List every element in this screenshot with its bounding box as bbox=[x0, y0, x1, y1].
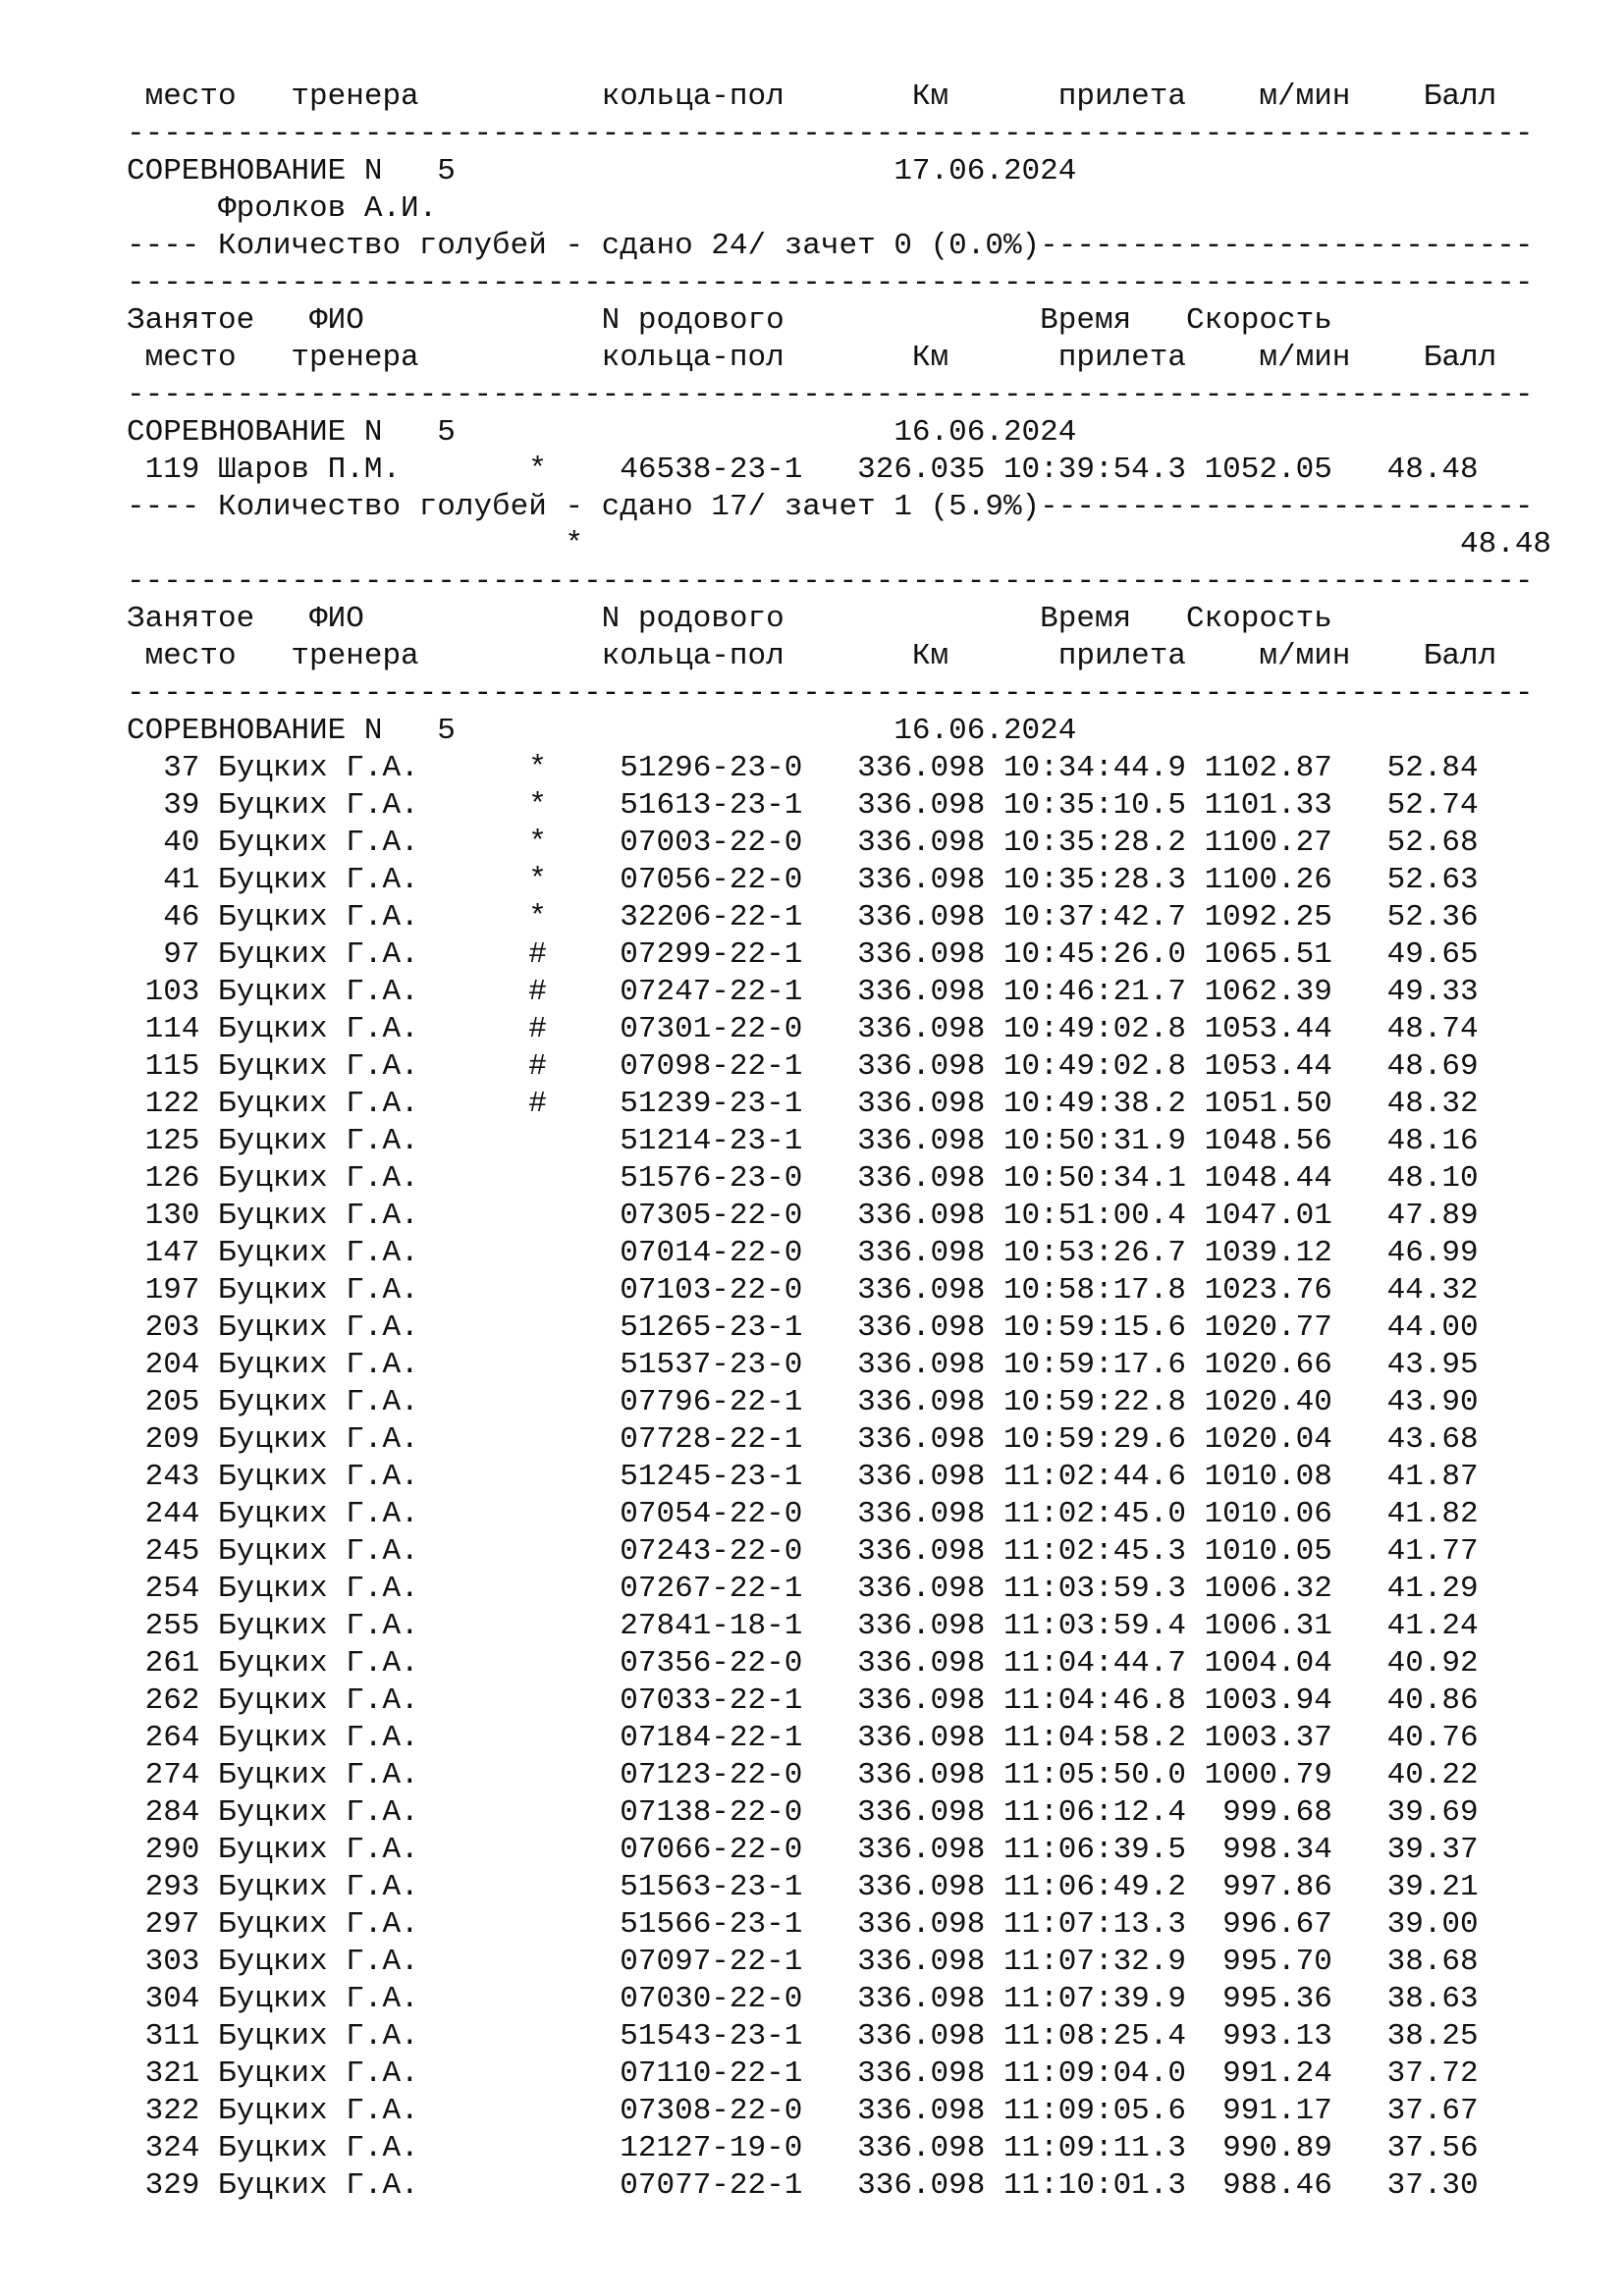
separator-line: ----------------------------------------------------------------------------- bbox=[127, 117, 1534, 151]
result-row: 147 Буцких Г.А. 07014-22-0 336.098 10:53:26.7 1039.12 46.99 bbox=[127, 1236, 1479, 1270]
count-summary-line: ---- Количество голубей - сдано 17/ зачет 1 (5.9%)--------------------------- bbox=[127, 490, 1534, 524]
column-header-line: Занятое ФИО N родового Время Скорость bbox=[127, 303, 1332, 338]
subtotal-line: * 48.48 bbox=[127, 527, 1552, 561]
result-row: 41 Буцких Г.А. * 07056-22-0 336.098 10:35:28.3 1100.26 52.63 bbox=[127, 863, 1479, 897]
result-row: 197 Буцких Г.А. 07103-22-0 336.098 10:58:17.8 1023.76 44.32 bbox=[127, 1273, 1479, 1308]
competition-header-line: СОРЕВНОВАНИЕ N 5 16.06.2024 bbox=[127, 714, 1077, 748]
result-row: 322 Буцких Г.А. 07308-22-0 336.098 11:09:05.6 991.17 37.67 bbox=[127, 2094, 1479, 2128]
result-row: 39 Буцких Г.А. * 51613-23-1 336.098 10:35:10.5 1101.33 52.74 bbox=[127, 788, 1479, 823]
result-row: 245 Буцких Г.А. 07243-22-0 336.098 11:02:45.3 1010.05 41.77 bbox=[127, 1534, 1479, 1569]
separator-line: ----------------------------------------------------------------------------- bbox=[127, 378, 1534, 412]
result-row: 261 Буцких Г.А. 07356-22-0 336.098 11:04:44.7 1004.04 40.92 bbox=[127, 1646, 1479, 1681]
result-row: 254 Буцких Г.А. 07267-22-1 336.098 11:03:59.3 1006.32 41.29 bbox=[127, 1572, 1479, 1606]
result-row: 324 Буцких Г.А. 12127-19-0 336.098 11:09:11.3 990.89 37.56 bbox=[127, 2131, 1479, 2165]
result-row: 115 Буцких Г.А. # 07098-22-1 336.098 10:49:02.8 1053.44 48.69 bbox=[127, 1049, 1479, 1084]
result-row: 303 Буцких Г.А. 07097-22-1 336.098 11:07:32.9 995.70 38.68 bbox=[127, 1945, 1479, 1979]
result-row: 297 Буцких Г.А. 51566-23-1 336.098 11:07:13.3 996.67 39.00 bbox=[127, 1907, 1479, 1942]
competition-header-line: СОРЕВНОВАНИЕ N 5 16.06.2024 bbox=[127, 415, 1077, 450]
result-row: 119 Шаров П.М. * 46538-23-1 326.035 10:39:54.3 1052.05 48.48 bbox=[127, 453, 1479, 487]
result-row: 103 Буцких Г.А. # 07247-22-1 336.098 10:46:21.7 1062.39 49.33 bbox=[127, 975, 1479, 1009]
result-row: 290 Буцких Г.А. 07066-22-0 336.098 11:06:39.5 998.34 39.37 bbox=[127, 1833, 1479, 1867]
column-header-line: место тренера кольца-пол Км прилета м/мин Балл bbox=[127, 80, 1497, 114]
results-report bbox=[127, 79, 1551, 2205]
result-row: 122 Буцких Г.А. # 51239-23-1 336.098 10:49:38.2 1051.50 48.32 bbox=[127, 1087, 1479, 1121]
result-row: 37 Буцких Г.А. * 51296-23-0 336.098 10:34:44.9 1102.87 52.84 bbox=[127, 751, 1479, 785]
result-row: 40 Буцких Г.А. * 07003-22-0 336.098 10:35:28.2 1100.27 52.68 bbox=[127, 826, 1479, 860]
result-row: 311 Буцких Г.А. 51543-23-1 336.098 11:08:25.4 993.13 38.25 bbox=[127, 2019, 1479, 2054]
result-row: 97 Буцких Г.А. # 07299-22-1 336.098 10:45:26.0 1065.51 49.65 bbox=[127, 937, 1479, 972]
result-row: 126 Буцких Г.А. 51576-23-0 336.098 10:50:34.1 1048.44 48.10 bbox=[127, 1161, 1479, 1196]
column-header-line: Занятое ФИО N родового Время Скорость bbox=[127, 602, 1332, 636]
column-header-line: место тренера кольца-пол Км прилета м/мин Балл bbox=[127, 341, 1497, 375]
result-row: 204 Буцких Г.А. 51537-23-0 336.098 10:59:17.6 1020.66 43.95 bbox=[127, 1348, 1479, 1382]
result-row: 274 Буцких Г.А. 07123-22-0 336.098 11:05:50.0 1000.79 40.22 bbox=[127, 1758, 1479, 1792]
result-row: 255 Буцких Г.А. 27841-18-1 336.098 11:03:59.4 1006.31 41.24 bbox=[127, 1609, 1479, 1643]
result-row: 46 Буцких Г.А. * 32206-22-1 336.098 10:37:42.7 1092.25 52.36 bbox=[127, 900, 1479, 934]
competition-header-line: СОРЕВНОВАНИЕ N 5 17.06.2024 bbox=[127, 154, 1077, 188]
result-row: 243 Буцких Г.А. 51245-23-1 336.098 11:02:44.6 1010.08 41.87 bbox=[127, 1460, 1479, 1494]
result-row: 130 Буцких Г.А. 07305-22-0 336.098 10:51:00.4 1047.01 47.89 bbox=[127, 1199, 1479, 1233]
separator-line: ----------------------------------------------------------------------------- bbox=[127, 564, 1534, 599]
result-row: 125 Буцких Г.А. 51214-23-1 336.098 10:50:31.9 1048.56 48.16 bbox=[127, 1124, 1479, 1158]
result-row: 304 Буцких Г.А. 07030-22-0 336.098 11:07:39.9 995.36 38.63 bbox=[127, 1982, 1479, 2016]
separator-line: ----------------------------------------------------------------------------- bbox=[127, 266, 1534, 300]
result-row: 321 Буцких Г.А. 07110-22-1 336.098 11:09:04.0 991.24 37.72 bbox=[127, 2056, 1479, 2091]
result-row: 203 Буцких Г.А. 51265-23-1 336.098 10:59:15.6 1020.77 44.00 bbox=[127, 1310, 1479, 1345]
result-row: 205 Буцких Г.А. 07796-22-1 336.098 10:59:22.8 1020.40 43.90 bbox=[127, 1385, 1479, 1419]
result-row: 293 Буцких Г.А. 51563-23-1 336.098 11:06:49.2 997.86 39.21 bbox=[127, 1870, 1479, 1904]
result-row: 262 Буцких Г.А. 07033-22-1 336.098 11:04:46.8 1003.94 40.86 bbox=[127, 1683, 1479, 1718]
result-row: 209 Буцких Г.А. 07728-22-1 336.098 10:59:29.6 1020.04 43.68 bbox=[127, 1422, 1479, 1457]
result-row: 329 Буцких Г.А. 07077-22-1 336.098 11:10:01.3 988.46 37.30 bbox=[127, 2168, 1479, 2203]
result-row: 284 Буцких Г.А. 07138-22-0 336.098 11:06:12.4 999.68 39.69 bbox=[127, 1795, 1479, 1830]
column-header-line: место тренера кольца-пол Км прилета м/мин Балл bbox=[127, 639, 1497, 673]
result-row: 264 Буцких Г.А. 07184-22-1 336.098 11:04:58.2 1003.37 40.76 bbox=[127, 1721, 1479, 1755]
trainer-line: Фролков А.И. bbox=[127, 191, 438, 226]
result-row: 244 Буцких Г.А. 07054-22-0 336.098 11:02:45.0 1010.06 41.82 bbox=[127, 1497, 1479, 1531]
count-summary-line: ---- Количество голубей - сдано 24/ зачет 0 (0.0%)--------------------------- bbox=[127, 229, 1534, 263]
result-row: 114 Буцких Г.А. # 07301-22-0 336.098 10:49:02.8 1053.44 48.74 bbox=[127, 1012, 1479, 1046]
separator-line: ----------------------------------------------------------------------------- bbox=[127, 676, 1534, 711]
